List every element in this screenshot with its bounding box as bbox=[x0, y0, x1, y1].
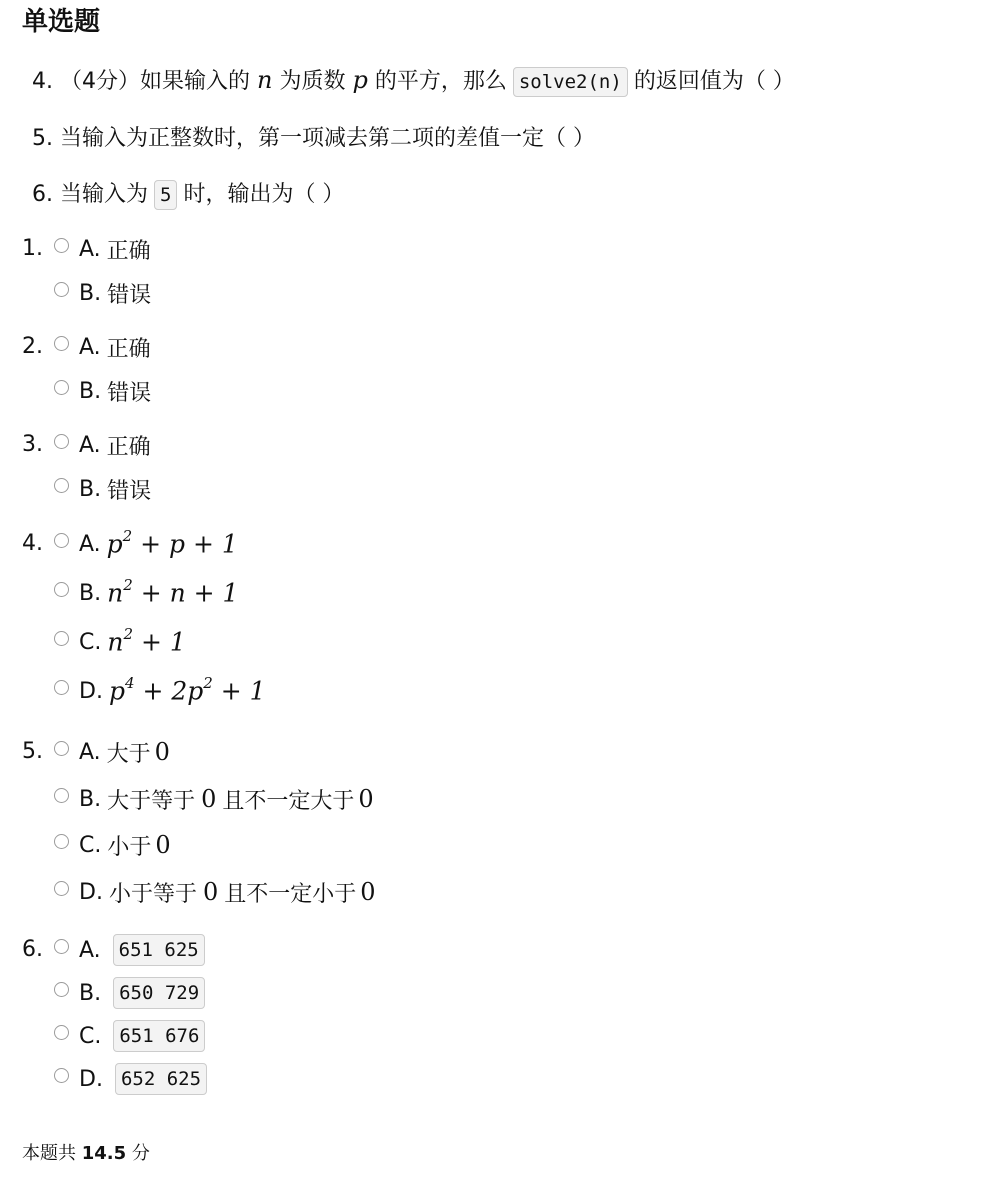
radio-button[interactable] bbox=[54, 680, 69, 695]
radio-button[interactable] bbox=[54, 631, 69, 646]
q4-var-n: n bbox=[256, 66, 273, 94]
code-value: 650 729 bbox=[113, 977, 205, 1009]
radio-button[interactable] bbox=[54, 741, 69, 756]
section-title: 单选题 bbox=[22, 7, 101, 37]
answer-6-number: 6. bbox=[22, 937, 43, 962]
question-5-stem: 5. 当输入为正整数时，第一项减去第二项的差值一定（ ） bbox=[32, 126, 595, 151]
code-value: 652 625 bbox=[115, 1063, 207, 1095]
math-expression: $p^2 + p + 1$ bbox=[106, 527, 238, 559]
radio-button[interactable] bbox=[54, 982, 69, 997]
radio-button[interactable] bbox=[54, 939, 69, 954]
q4-stem-suffix: 的返回值为（ ） bbox=[633, 69, 795, 94]
radio-button[interactable] bbox=[54, 834, 69, 849]
radio-button[interactable] bbox=[54, 434, 69, 449]
answer-1-number: 1. bbox=[22, 236, 43, 261]
answer-5-option-d[interactable]: D. 小于等于 0 且不一定小于 0 bbox=[54, 876, 376, 908]
answer-5-option-a[interactable]: A. 大于 0 bbox=[54, 736, 170, 768]
math-expression: $n^2 + n + 1$ bbox=[107, 576, 239, 608]
answer-1-option-b[interactable]: B. 错误 bbox=[54, 277, 151, 309]
q6-stem-suffix: 时，输出为（ ） bbox=[183, 182, 345, 207]
radio-button[interactable] bbox=[54, 478, 69, 493]
answer-6-option-c[interactable]: C. 651 676 bbox=[54, 1020, 205, 1052]
answer-3-option-a[interactable]: A. 正确 bbox=[54, 429, 151, 461]
radio-button[interactable] bbox=[54, 533, 69, 548]
question-4-stem bbox=[32, 64, 795, 98]
answer-5-option-b[interactable]: B. 大于等于 0 且不一定大于 0 bbox=[54, 783, 374, 815]
answer-5-option-c[interactable]: C. 小于 0 bbox=[54, 829, 171, 861]
radio-button[interactable] bbox=[54, 336, 69, 351]
answer-5-number: 5. bbox=[22, 739, 43, 764]
answer-1-option-a[interactable]: A. 正确 bbox=[54, 233, 151, 265]
q4-stem-prefix: 4. （4分）如果输入的 bbox=[32, 69, 250, 94]
q4-code-snippet: solve2(n) bbox=[513, 67, 628, 97]
question-6-stem bbox=[32, 179, 344, 211]
code-value: 651 676 bbox=[113, 1020, 205, 1052]
answer-2-option-b[interactable]: B. 错误 bbox=[54, 375, 151, 407]
score-summary: 本题共 14.5 分 bbox=[22, 1143, 150, 1164]
answer-6-option-b[interactable]: B. 650 729 bbox=[54, 977, 205, 1009]
radio-button[interactable] bbox=[54, 238, 69, 253]
radio-button[interactable] bbox=[54, 1068, 69, 1083]
score-value: 14.5 bbox=[81, 1143, 127, 1164]
q4-stem-mid1: 为质数 bbox=[279, 69, 346, 94]
q6-code-snippet: 5 bbox=[154, 180, 177, 210]
answer-4-option-c[interactable]: C. $n^2 + 1$ bbox=[54, 626, 186, 658]
radio-button[interactable] bbox=[54, 881, 69, 896]
code-value: 651 625 bbox=[113, 934, 205, 966]
q4-stem-mid2: 的平方，那么 bbox=[374, 69, 507, 94]
answer-3-option-b[interactable]: B. 错误 bbox=[54, 473, 151, 505]
radio-button[interactable] bbox=[54, 788, 69, 803]
answer-4-option-d[interactable]: D. $p^4 + 2p^2 + 1$ bbox=[54, 675, 266, 707]
q6-stem-prefix: 6. 当输入为 bbox=[32, 182, 148, 207]
radio-button[interactable] bbox=[54, 380, 69, 395]
q4-var-p: p bbox=[352, 66, 368, 94]
math-expression: $p^4 + 2p^2 + 1$ bbox=[108, 674, 266, 706]
answer-6-option-a[interactable]: A. 651 625 bbox=[54, 934, 205, 966]
answer-3-number: 3. bbox=[22, 432, 43, 457]
radio-button[interactable] bbox=[54, 1025, 69, 1040]
math-expression: $n^2 + 1$ bbox=[107, 625, 186, 657]
answer-6-option-d[interactable]: D. 652 625 bbox=[54, 1063, 207, 1095]
answer-4-number: 4. bbox=[22, 531, 43, 556]
answer-4-option-b[interactable]: B. $n^2 + n + 1$ bbox=[54, 577, 238, 609]
radio-button[interactable] bbox=[54, 582, 69, 597]
answer-4-option-a[interactable]: A. $p^2 + p + 1$ bbox=[54, 528, 238, 560]
radio-button[interactable] bbox=[54, 282, 69, 297]
answer-2-number: 2. bbox=[22, 334, 43, 359]
answer-2-option-a[interactable]: A. 正确 bbox=[54, 331, 151, 363]
